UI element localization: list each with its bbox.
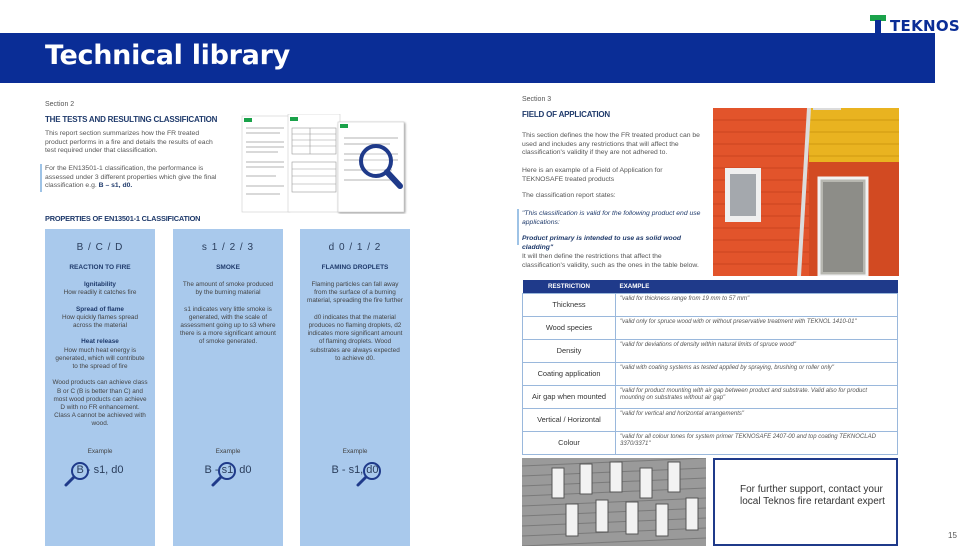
section2-heading: THE TESTS AND RESULTING CLASSIFICATION: [45, 115, 218, 124]
card-note: Wood products can achieve class B or C (B is better than C) and most wood products can achieve D with no FR enhancement. Class A cannot be achieved with wood.: [52, 379, 148, 428]
quote-bar: [40, 164, 42, 192]
card-body: [307, 281, 403, 363]
section2-para2: [45, 165, 225, 191]
table-row: [523, 431, 898, 454]
item-title: Heat release: [81, 338, 119, 346]
example-label: Example: [87, 448, 113, 455]
item-text: How much heat energy is generated, which will contribute to the spread of fire: [55, 346, 145, 371]
table-cell: "valid for deviations of density within natural limits of spruce wood": [616, 339, 898, 362]
table-cell: "valid for product mounting with air gap between product and substrate. Valid also for product mounting on substrates without air gap": [616, 385, 898, 408]
magnifier-icon: [355, 460, 385, 488]
card-smoke: [173, 229, 283, 546]
example-value: B - s1, d0: [76, 464, 124, 476]
example-label: Example: [215, 448, 241, 455]
building-photo: [522, 458, 706, 546]
table-cell: Colour: [523, 431, 616, 454]
table-row: [523, 362, 898, 385]
support-text: For further support, contact your local Teknos fire retardant expert: [740, 484, 885, 507]
card-name: FLAMING DROPLETS: [321, 264, 389, 271]
table-cell: Vertical / Horizontal: [523, 408, 616, 431]
card-body: [180, 281, 276, 347]
logo-text: TEKNOS: [890, 17, 961, 35]
table-cell: Coating application: [523, 362, 616, 385]
column-header: EXAMPLE: [616, 280, 898, 293]
example-label: Example: [342, 448, 368, 455]
card-name: REACTION TO FIRE: [69, 264, 131, 271]
section3-heading: FIELD OF APPLICATION: [522, 110, 610, 119]
properties-heading: PROPERTIES OF EN13501-1 CLASSIFICATION: [45, 214, 201, 223]
card-name: SMOKE: [216, 264, 240, 271]
section3-para3: The classification report states:: [522, 192, 616, 199]
section2-para1: This report section summarizes how the FR treated product performs in a fire and details the results of each test required under that classification.: [45, 130, 213, 155]
table-cell: Wood species: [523, 316, 616, 339]
report-document-image: [240, 114, 408, 214]
table-row: [523, 293, 898, 316]
item-title: Spread of flame: [76, 305, 124, 313]
item-text: How quickly flames spread across the material: [61, 313, 138, 330]
table-cell: "valid for thickness range from 19 mm to 57 mm": [616, 293, 898, 316]
section3-label: Section 3: [522, 96, 552, 103]
item-text: How readily it catches fire: [63, 289, 137, 297]
section2-para2-bold: B – s1, d0.: [98, 182, 133, 190]
card-text2: d0 indicates that the material produces no flaming droplets, d2 indicates more significant amount of flaming droplets. Wood substrates are always expected to achieve d0.: [307, 313, 403, 362]
quote-bar: [517, 209, 519, 245]
table-cell: "valid for vertical and horizontal arrangements": [616, 408, 898, 431]
card-code: d 0 / 1 / 2: [328, 242, 382, 253]
table-row: [523, 408, 898, 431]
section3-quote2: Product primary is intended to use as solid wood cladding": [522, 235, 681, 251]
table-cell: Air gap when mounted: [523, 385, 616, 408]
card-code: s 1 / 2 / 3: [201, 242, 255, 253]
magnifier-icon: [210, 460, 240, 488]
card-text1: Flaming particles can fall away from the surface of a burning material, spreading the fire further: [307, 281, 403, 305]
card-code: B / C / D: [76, 242, 124, 253]
card-body: [52, 281, 148, 429]
restriction-table: [522, 280, 898, 455]
page-number: 15: [948, 531, 957, 540]
column-header: RESTRICTION: [523, 280, 616, 293]
example-value: B - s1, d0: [204, 464, 252, 476]
table-header-row: [523, 280, 898, 293]
example-value: B - s1, d0: [331, 464, 379, 476]
card-flaming-droplets: [300, 229, 410, 546]
teknos-logo: [870, 15, 960, 37]
table-row: [523, 385, 898, 408]
section3-para2: Here is an example of a Field of Application for TEKNOSAFE treated products: [522, 167, 663, 183]
card-text1: The amount of smoke produced by the burning material: [182, 281, 274, 297]
table-cell: "valid only for spruce wood with or without preservative treatment with TEKNOL 1410-01": [616, 316, 898, 339]
page-title: Technical library: [45, 40, 290, 71]
magnifier-icon: [63, 460, 93, 488]
orange-facade-image: [713, 108, 899, 276]
table-cell: Thickness: [523, 293, 616, 316]
table-cell: "valid with coating systems as tested applied by spraying, brushing or roller only": [616, 362, 898, 385]
teknos-logo-icon: [870, 15, 886, 37]
table-row: [523, 316, 898, 339]
item-title: Ignitability: [84, 281, 116, 288]
table-cell: Density: [523, 339, 616, 362]
section2-para2-text: For the EN13501-1 classification, the performance is assessed under 3 different properties which give the final classification e.g.: [45, 165, 217, 190]
section3-para4: It will then define the restrictions that affect the classification's validity, such as the ones in the table below.: [522, 253, 699, 269]
section2-label: Section 2: [45, 101, 75, 108]
table-row: [523, 339, 898, 362]
section3-para1: This section defines the how the FR treated product can be used and includes any restrictions that will affect the classification's validity if they are not adhered to.: [522, 132, 700, 157]
card-text2: s1 indicates very little smoke is generated, with the scale of assessment going up to s3 where there is a more significant amount of smoke generated.: [180, 305, 276, 346]
table-cell: "valid for all colour tones for system primer TEKNOSAFE 2407-00 and top coating TEKNOCLAD 3370/3371": [616, 431, 898, 454]
card-reaction-to-fire: [45, 229, 155, 546]
section3-quote1: "This classification is valid for the following product end use applications:: [522, 210, 701, 226]
